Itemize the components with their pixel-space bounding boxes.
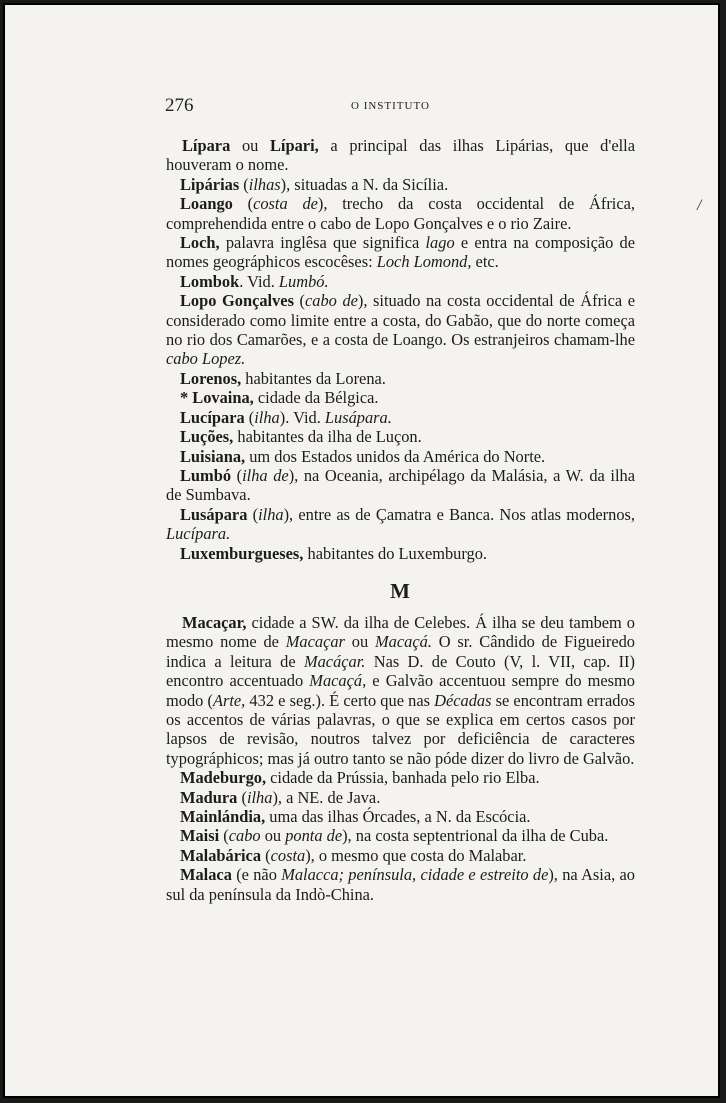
- entry-lombok: [166, 272, 635, 291]
- page-number: 276: [165, 95, 194, 116]
- entry-luisiana: [166, 447, 635, 466]
- entry-text: 432 e seg.). É certo que nas: [245, 690, 435, 710]
- headword: Mainlándia,: [180, 807, 266, 827]
- entry-lucoes: [166, 427, 635, 446]
- italic-text: costa: [270, 845, 306, 865]
- entry-text: ou: [344, 632, 376, 652]
- entry-text: ), trecho da costa occidental de África, comprehendida entre o cabo de Lopo Gonçalves e o rio Zaire.: [166, 194, 635, 233]
- entry-text: (: [239, 174, 249, 194]
- entry-lipara: [166, 136, 635, 175]
- headword: Loango: [180, 194, 233, 214]
- entry-macacar: [166, 613, 635, 768]
- italic-text: lago: [425, 233, 455, 253]
- italic-text: Macaçá.: [375, 632, 432, 652]
- journal-title: O INSTITUTO: [351, 100, 430, 112]
- entry-text: cidade da Prússia, banhada pelo rio Elba.: [266, 768, 540, 788]
- italic-text: Lumbó.: [278, 271, 329, 291]
- italic-text: Macaçá,: [309, 671, 367, 691]
- entry-text: habitantes da ilha de Luçon.: [233, 427, 422, 447]
- document-page: [3, 3, 720, 1098]
- entry-maisi: [166, 826, 635, 845]
- entry-text: (: [219, 826, 229, 846]
- headword: Lipárias: [180, 174, 240, 194]
- italic-text: ilha de: [242, 465, 289, 485]
- entry-madura: [166, 788, 635, 807]
- entry-text: (: [237, 787, 247, 807]
- entries-letter-m: [166, 613, 635, 904]
- entry-text: ), entre as de Çamatra e Banca. Nos atlas modernos,: [283, 504, 635, 524]
- entry-madeburgo: [166, 768, 635, 787]
- entry-text: habitantes do Luxemburgo.: [303, 543, 488, 563]
- entry-lumbo: [166, 466, 635, 505]
- italic-text: Macáçar.: [303, 651, 366, 671]
- headword: Maisi: [180, 826, 220, 846]
- entry-text: e entra na composição de nomes geográphicos escocêses:: [166, 233, 636, 272]
- headword: Luisiana,: [180, 446, 246, 466]
- entry-lopo-goncalves: [166, 291, 635, 369]
- italic-text: costa de: [253, 194, 318, 214]
- italic-text: Loch Lomond,: [376, 252, 472, 272]
- italic-text: Lucípara.: [166, 524, 231, 544]
- entry-text: (: [261, 845, 271, 865]
- entry-text: ou: [230, 136, 270, 155]
- entry-text: um dos Estados unidos da América do Norte.: [245, 446, 546, 466]
- entry-text: (: [293, 291, 305, 311]
- italic-text: Décadas: [434, 690, 492, 710]
- entry-loango: [166, 194, 635, 233]
- entry-text: (: [244, 407, 255, 427]
- entry-malaca: [166, 865, 635, 904]
- headword: Lusápara: [180, 504, 248, 524]
- entry-text: cidade da Bélgica.: [253, 388, 379, 408]
- headword: Lombok: [180, 271, 240, 291]
- entry-luxemburgueses: [166, 544, 635, 563]
- italic-text: ilhas: [248, 174, 281, 194]
- headword: Loch,: [180, 233, 220, 253]
- italic-text: cabo: [228, 826, 261, 846]
- headword: Malaca: [180, 865, 232, 885]
- entry-text: uma das ilhas Órcades, a N. da Escócia.: [265, 807, 531, 827]
- entry-text: ), situadas a N. da Sicília.: [280, 174, 449, 194]
- headword: Madeburgo,: [180, 768, 267, 788]
- italic-text: ilha: [258, 504, 284, 524]
- italic-text: cabo de: [305, 291, 358, 311]
- headword: Lorenos,: [180, 368, 242, 388]
- headword: Malabárica: [180, 845, 262, 865]
- entry-text: ), na Asia, ao sul da península da Indò-China.: [166, 865, 635, 904]
- entry-text: . Vid.: [239, 271, 279, 291]
- italic-text: Lusápara.: [324, 407, 392, 427]
- running-header: [165, 95, 635, 119]
- entry-text: palavra inglêsa que significa: [219, 233, 426, 253]
- entry-text: a principal das ilhas Lipárias, que d'ella houveram o nome.: [166, 136, 635, 175]
- entry-lovaina: [166, 388, 635, 407]
- headword: * Lovaina,: [180, 388, 254, 408]
- headword: Macaçar,: [182, 613, 247, 632]
- entry-text: (: [247, 504, 259, 524]
- entries-letter-l: [166, 136, 635, 563]
- entry-text: ), a NE. de Java.: [272, 787, 381, 807]
- entry-lucipara: [166, 408, 635, 427]
- italic-text: Arte,: [212, 690, 246, 710]
- headword: Luções,: [180, 427, 234, 447]
- entry-text: (: [232, 194, 254, 214]
- entry-lorenos: [166, 369, 635, 388]
- entry-text: Nas D. de Couto (V, l. VII, cap. II) encontro accentuado: [166, 651, 635, 691]
- entry-malabarica: [166, 846, 635, 865]
- entry-text: ), na costa septentrional da ilha de Cuba.: [342, 826, 609, 846]
- entry-text: ), na Oceania, archipélago da Malásia, a W. da ilha de Sumbava.: [166, 465, 635, 505]
- section-letter-heading: M: [390, 579, 411, 603]
- headword: Lípara: [182, 136, 231, 155]
- entry-lusapara: [166, 505, 635, 544]
- headword: Lucípara: [180, 407, 245, 427]
- italic-text: Macaçar: [285, 632, 345, 652]
- italic-text: ilha: [254, 407, 280, 427]
- headword: Lípari,: [270, 136, 319, 155]
- entry-loch: [166, 233, 635, 272]
- entry-text: (e não: [231, 865, 282, 885]
- margin-mark: /: [697, 197, 702, 214]
- headword: Lumbó: [180, 465, 232, 485]
- italic-text: cabo Lopez.: [166, 349, 246, 369]
- italic-text: ilha: [246, 787, 273, 807]
- entry-text: se encontram errados os accentos de várias palavras, o que se explica em certos casos por lapsos de revisão, noutros talvez por deficiência de caracteres typográphicos; mas já outro tanto se não póde dizer do livro de Galvão.: [166, 690, 635, 768]
- entry-text: ou: [260, 826, 286, 846]
- entry-text: etc.: [471, 252, 499, 272]
- entry-text: ), o mesmo que costa do Malabar.: [305, 845, 527, 865]
- entry-text: e Galvão accentuou sempre do mesmo modo (: [166, 671, 636, 710]
- italic-text: Malacca; península, cidade e estreito de: [281, 865, 549, 885]
- entry-text: (: [231, 465, 243, 485]
- italic-text: ponta de: [285, 826, 343, 846]
- entry-liparias: [166, 175, 635, 194]
- entry-text: O sr. Cândido de Figueiredo indica a leitura de: [166, 632, 635, 671]
- headword: Lopo Gonçalves: [180, 291, 294, 311]
- entry-text: ), situado na costa occidental de África e considerado como limite entre a costa, do Gabão, que do norte começa no rio dos Camarões, e a costa de Loango. Os estranjeiros chamam-lhe: [166, 291, 635, 350]
- headword: Madura: [180, 787, 238, 807]
- entry-text: habitantes da Lorena.: [241, 368, 386, 388]
- headword: Luxemburgueses,: [180, 543, 304, 563]
- entry-text: ). Vid.: [279, 407, 325, 427]
- entry-text: cidade a SW. da ilha de Celebes. Á ilha se deu tambem o mesmo nome de: [166, 613, 635, 652]
- entry-mainlandia: [166, 807, 635, 826]
